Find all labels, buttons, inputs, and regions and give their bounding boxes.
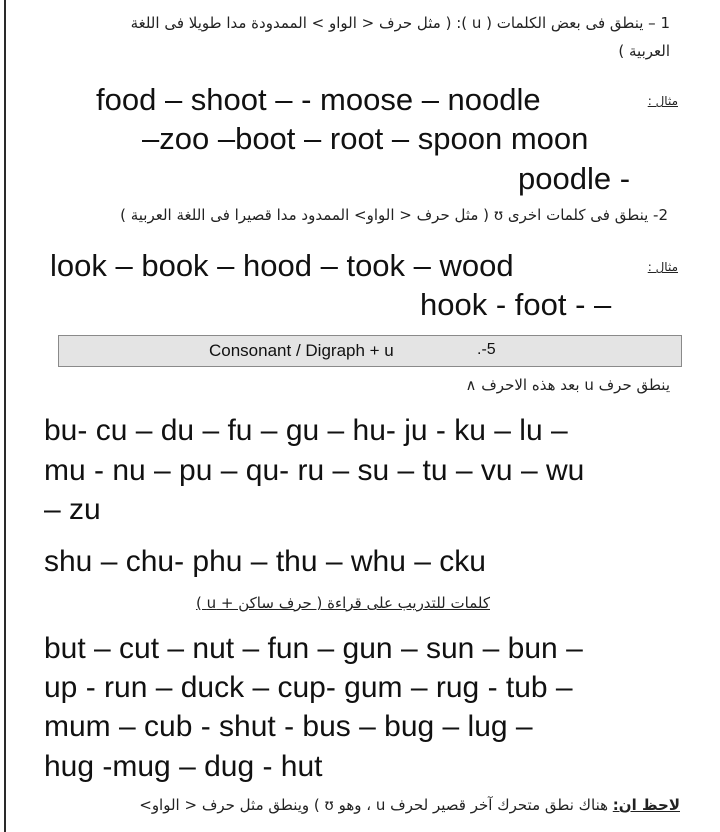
practice-line2: up - run – duck – cup- gum – rug - tub – bbox=[44, 671, 573, 704]
section2-example-label: مثال : bbox=[647, 260, 678, 274]
section1-words-line3: poodle - bbox=[518, 161, 631, 196]
practice-heading: كلمات للتدريب على قراءة ( حرف ساكن + u ) bbox=[195, 594, 490, 612]
section1-words-line1: food – shoot – - moose – noodle bbox=[96, 82, 541, 117]
footer-note bbox=[139, 796, 680, 814]
footer-note-label: لاحظ ان: bbox=[612, 796, 680, 814]
section1-heading-line1: 1 – ينطق فى بعض الكلمات ( u ): ( مثل حرف < الواو > الممدودة مدا طويلا فى اللغة bbox=[130, 14, 670, 32]
section5-line2: mu - nu – pu – qu- ru – su – tu – vu – wu bbox=[44, 454, 585, 487]
section1-words-line2: –zoo –boot – root – spoon moon bbox=[142, 121, 589, 156]
section1-example-label: مثال : bbox=[647, 94, 678, 108]
section5-line1: bu- cu – du – fu – gu – hu- ju - ku – lu – bbox=[44, 414, 568, 447]
section5-line3: – zu bbox=[44, 493, 101, 526]
section2-words-line1: look – book – hood – took – wood bbox=[50, 248, 514, 283]
section5-box-title: Consonant / Digraph + u bbox=[209, 341, 394, 360]
practice-line1: but – cut – nut – fun – gun – sun – bun – bbox=[44, 632, 583, 665]
section1-heading-line2: العربية ) bbox=[618, 42, 670, 60]
practice-line3: mum – cub - shut - bus – bug – lug – bbox=[44, 710, 533, 743]
section2-heading: 2- ينطق فى كلمات اخرى ʊ ( مثل حرف < الواو> الممدود مدا قصيرا فى اللغة العربية ) bbox=[120, 206, 668, 224]
page-border bbox=[4, 0, 6, 832]
section5-line4: shu – chu- phu – thu – whu – cku bbox=[44, 545, 486, 578]
section2-words-line2: hook - foot - – bbox=[420, 287, 612, 322]
section5-header-box bbox=[58, 335, 682, 367]
footer-note-text: هناك نطق متحرك آخر قصير لحرف u ، وهو ʊ ) وينطق مثل حرف < الواو> bbox=[139, 796, 613, 814]
practice-line4: hug -mug – dug - hut bbox=[44, 750, 323, 783]
section5-box-number: .-5 bbox=[477, 341, 496, 358]
section5-note: ينطق حرف u بعد هذه الاحرف ∧ bbox=[465, 376, 670, 394]
